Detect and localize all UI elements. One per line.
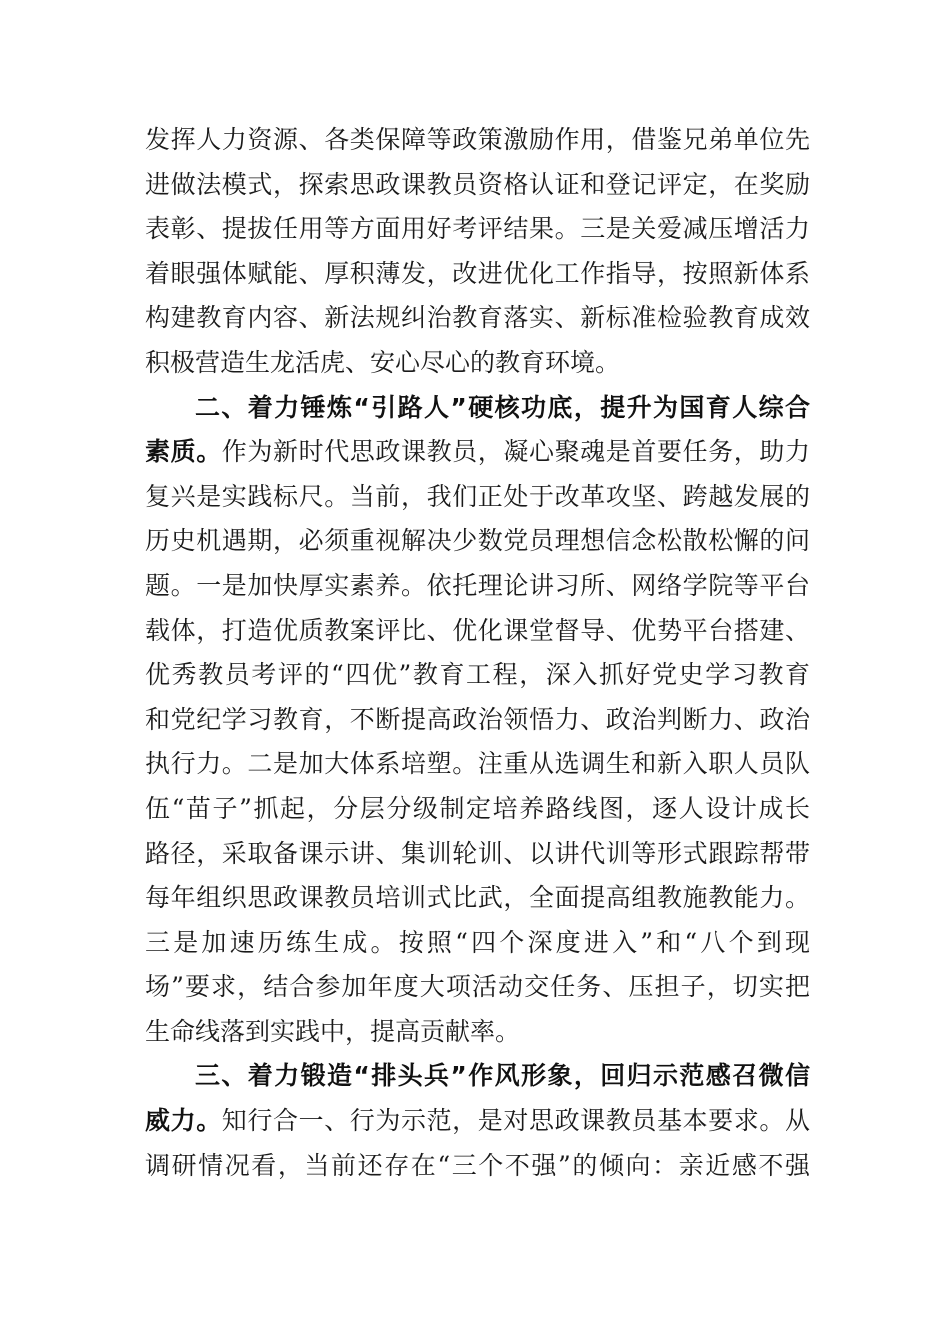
section-heading-continuation xyxy=(145,1099,810,1144)
section-heading-tail: 素质。 xyxy=(145,437,222,467)
paragraph-line: 复兴是实践标尺。当前，我们正处于改革攻坚、跨越发展的 xyxy=(145,481,810,511)
paragraph-line: 生命线落到实践中，提高贡献率。 xyxy=(145,1016,521,1046)
section-heading-continuation xyxy=(145,430,810,475)
paragraph-line: 发挥人力资源、各类保障等政策激励作用，借鉴兄弟单位先 xyxy=(145,125,810,154)
paragraph-line: 进做法模式，探索思政课教员资格认证和登记评定，在奖励 xyxy=(145,169,810,199)
document-body xyxy=(145,118,810,1188)
paragraph-line: 表彰、提拔任用等方面用好考评结果。三是关爱减压增活力 xyxy=(145,214,810,244)
paragraph-line: 构建教育内容、新法规纠治教育落实、新标准检验教育成效 xyxy=(145,303,810,333)
paragraph-line: 载体，打造优质教案评比、优化课堂督导、优势平台搭建、 xyxy=(145,615,810,645)
paragraph-line: 积极营造生龙活虎、安心尽心的教育环境。 xyxy=(145,347,621,377)
paragraph-line: 着眼强体赋能、厚积薄发，改进优化工作指导，按照新体系 xyxy=(145,258,810,288)
paragraph-line: 每年组织思政课教员培训式比武，全面提高组教施教能力。 xyxy=(145,883,810,913)
paragraph-line: 路径，采取备课示讲、集训轮训、以讲代训等形式跟踪帮带 xyxy=(145,838,810,868)
paragraph-line: 和党纪学习教育，不断提高政治领悟力、政治判断力、政治 xyxy=(145,704,810,734)
paragraph-line: 伍“苗子”抓起，分层分级制定培养路线图，逐人设计成长 xyxy=(145,793,810,823)
section-heading: 二、着力锤炼“引路人”硬核功底，提升为国育人综合 xyxy=(195,392,810,422)
paragraph-line: 调研情况看，当前还存在“三个不强”的倾向：亲近感不强 xyxy=(145,1150,810,1180)
paragraph-line: 三是加速历练生成。按照“四个深度进入”和“八个到现 xyxy=(145,927,810,957)
paragraph-line: 题。一是加快厚实素养。依托理论讲习所、网络学院等平台 xyxy=(145,570,810,600)
paragraph-line: 历史机遇期，必须重视解决少数党员理想信念松散松懈的问 xyxy=(145,526,810,556)
section-heading: 三、着力锻造“排头兵”作风形象，回归示范感召微信 xyxy=(195,1061,810,1091)
section-heading-tail: 威力。 xyxy=(145,1106,222,1136)
paragraph-line: 执行力。二是加大体系培塑。注重从选调生和新入职人员队 xyxy=(145,749,810,779)
paragraph-text: 作为新时代思政课教员，凝心聚魂是首要任务，助力 xyxy=(221,437,810,467)
paragraph-line: 优秀教员考评的“四优”教育工程，深入抓好党史学习教育 xyxy=(145,660,810,690)
paragraph-line: 场”要求，结合参加年度大项活动交任务、压担子，切实把 xyxy=(145,972,810,1002)
paragraph-text: 知行合一、行为示范，是对思政课教员基本要求。从 xyxy=(221,1106,810,1136)
